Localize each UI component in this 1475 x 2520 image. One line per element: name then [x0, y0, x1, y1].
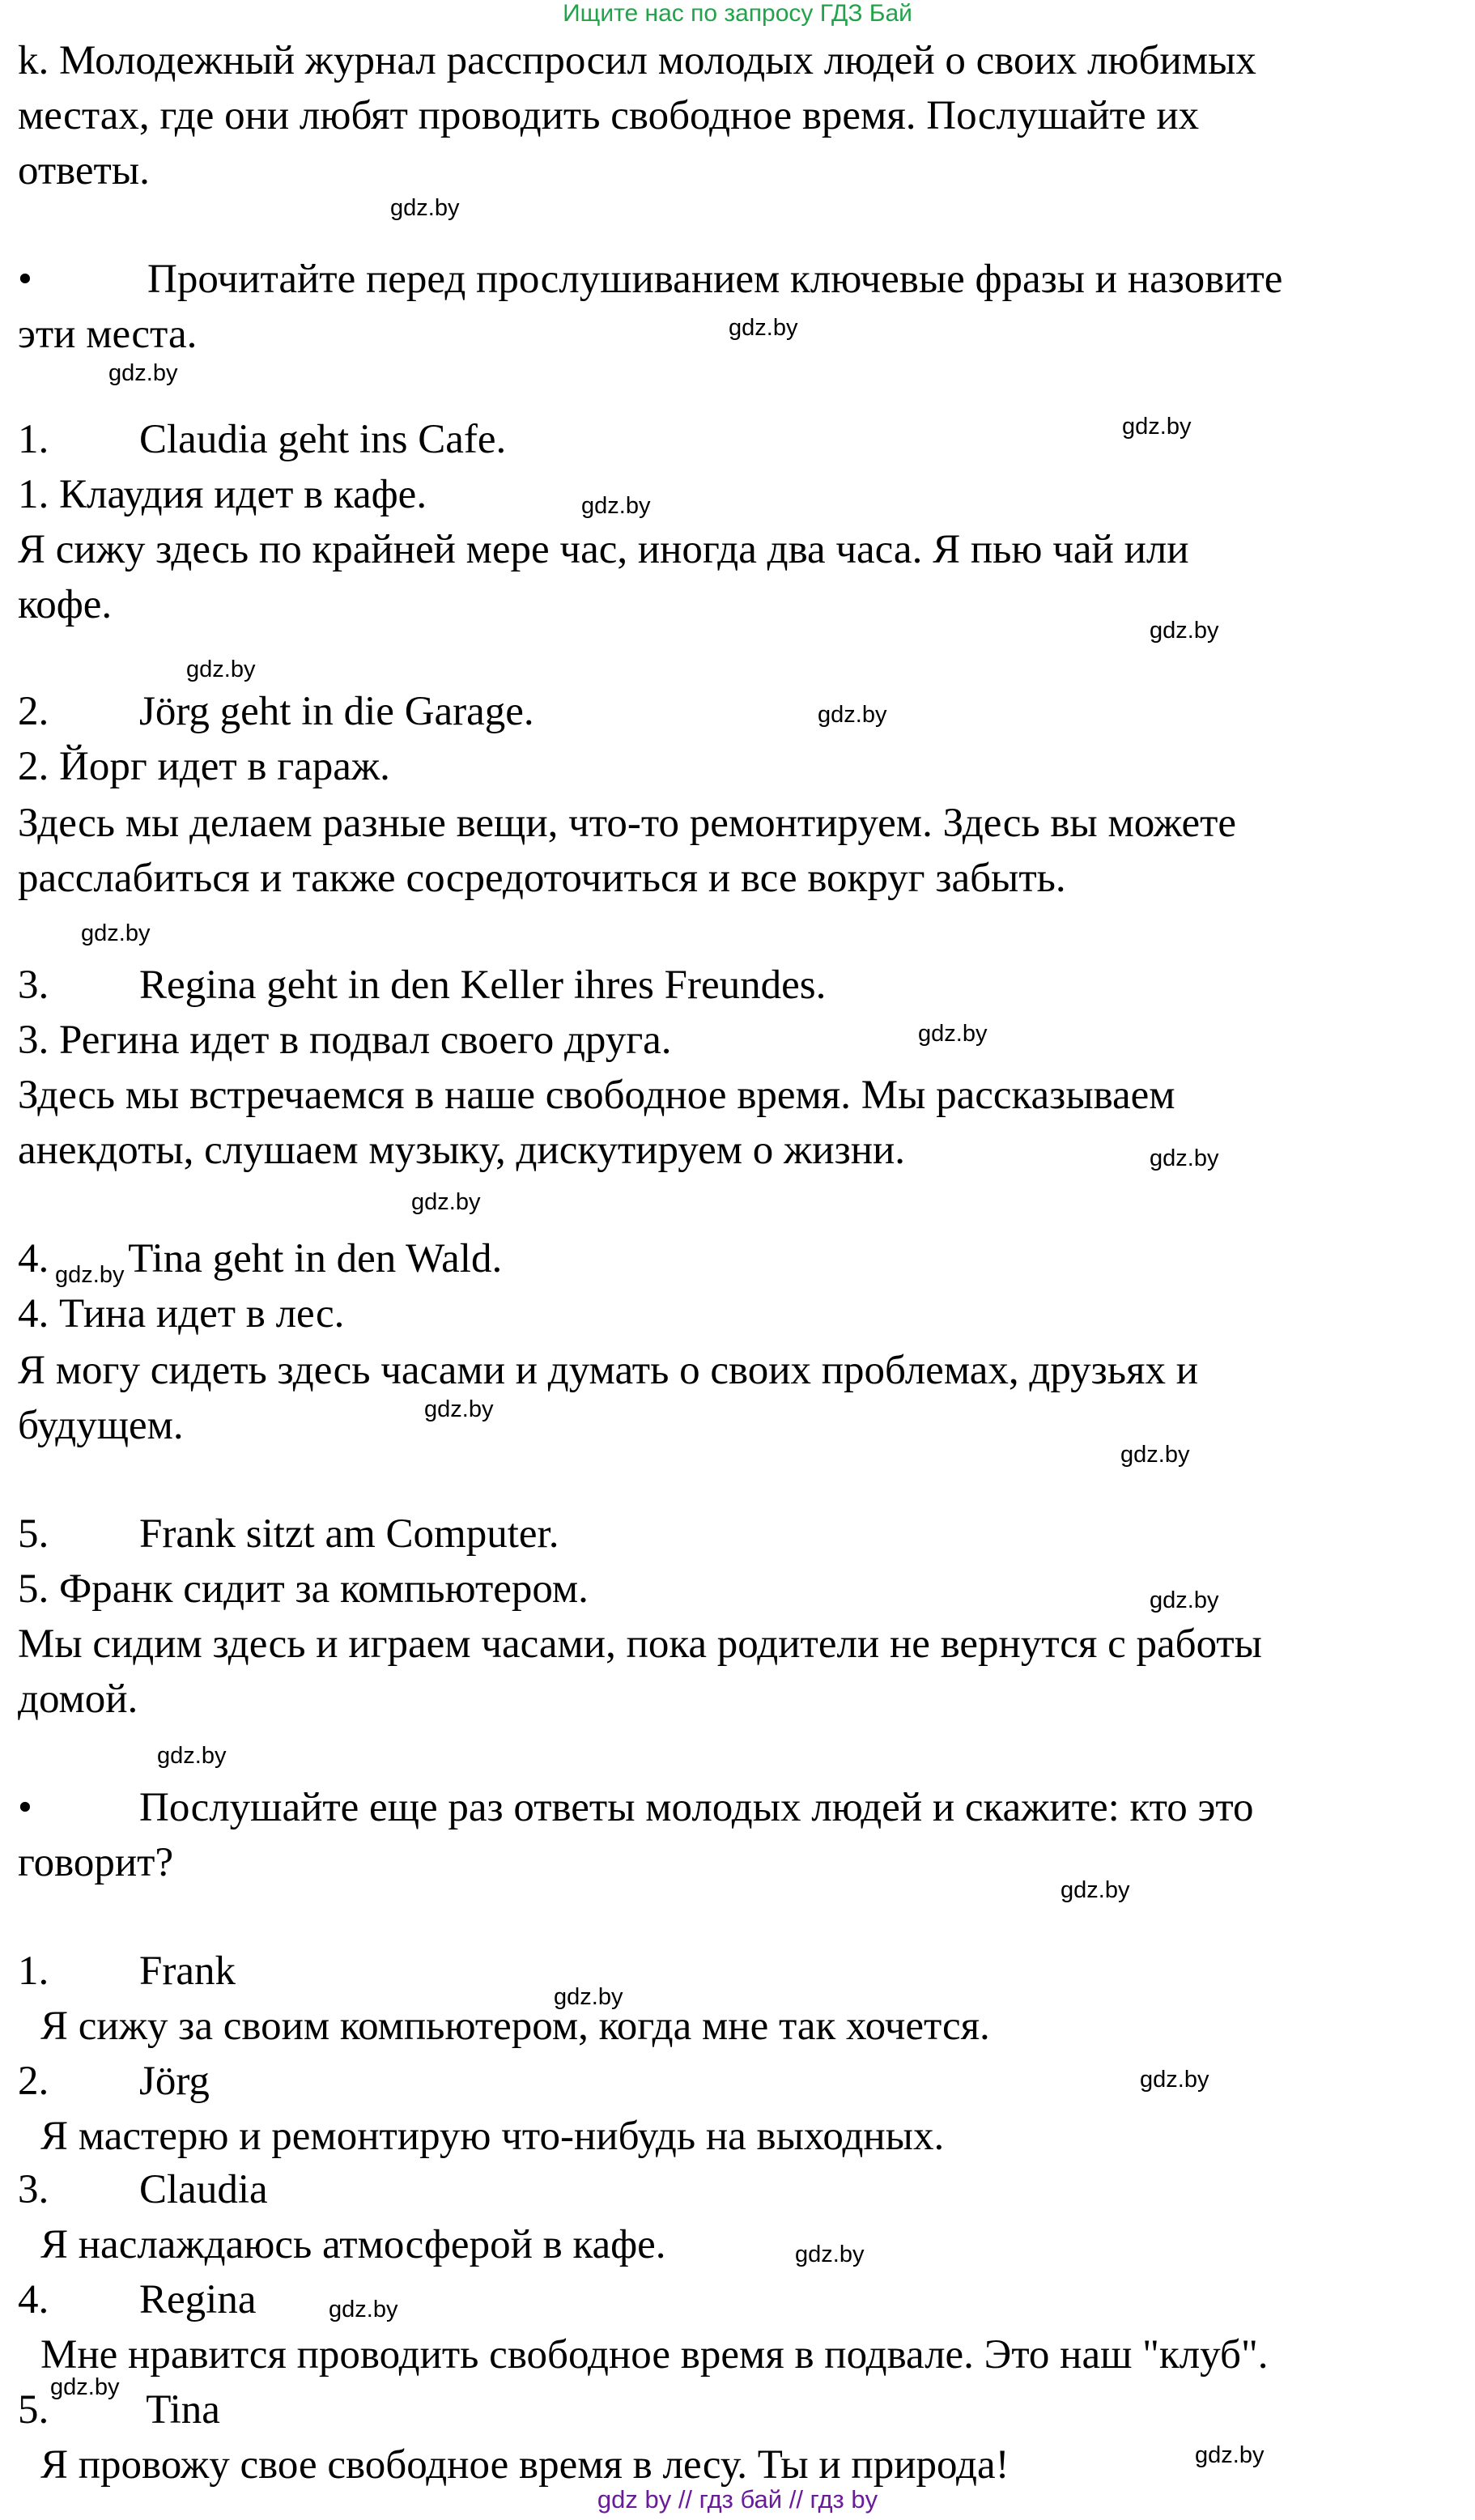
- task2-line-2: говорит?: [18, 1840, 174, 1885]
- answer-number: 5.: [18, 2387, 49, 2433]
- watermark: gdz.by: [411, 1189, 481, 1215]
- answer-number: 4.: [18, 2277, 49, 2322]
- item-jorg-translation: 2. Йорг идет в гараж.: [18, 744, 390, 789]
- answer-3-heading: [18, 2165, 268, 2215]
- item-german: Jörg geht in die Garage.: [139, 689, 534, 734]
- item-frank-text-1: Мы сидим здесь и играем часами, пока родители не вернутся с работы: [18, 1621, 1262, 1667]
- answer-4-heading: [18, 2275, 256, 2325]
- answer-2-text: Я мастерю и ремонтирую что-нибудь на выходных.: [40, 2114, 945, 2159]
- item-number: 3.: [18, 963, 49, 1008]
- watermark: gdz.by: [1150, 1587, 1219, 1613]
- watermark: gdz.by: [554, 1984, 623, 2010]
- answer-number: 2.: [18, 2059, 49, 2104]
- task1-text: Прочитайте перед прослушиванием ключевые фразы и назовите: [147, 257, 1283, 302]
- watermark: gdz.by: [1120, 1442, 1190, 1468]
- item-regina-text-1: Здесь мы встречаемся в наше свободное время. Мы рассказываем: [18, 1073, 1175, 1118]
- item-tina-translation: 4. Тина идет в лес.: [18, 1291, 345, 1336]
- item-number: 5.: [18, 1511, 49, 1557]
- item-number: 2.: [18, 689, 49, 734]
- watermark: gdz.by: [729, 315, 798, 341]
- watermark: gdz.by: [50, 2374, 120, 2400]
- watermark: gdz.by: [81, 920, 151, 946]
- item-german: Regina geht in den Keller ihres Freundes.: [139, 963, 827, 1008]
- item-jorg-text-2: расслабиться и также сосредоточиться и все вокруг забыть.: [18, 856, 1066, 901]
- intro-line-1: k. Молодежный журнал расспросил молодых людей о своих любимых: [18, 38, 1256, 83]
- watermark: gdz.by: [1150, 618, 1219, 644]
- answer-name: Claudia: [139, 2167, 268, 2212]
- watermark: gdz.by: [918, 1021, 988, 1047]
- item-tina-text-1: Я могу сидеть здесь часами и думать о своих проблемах, друзьях и: [18, 1348, 1199, 1393]
- watermark: gdz.by: [581, 493, 651, 519]
- item-frank-translation: 5. Франк сидит за компьютером.: [18, 1566, 589, 1612]
- answer-number: 3.: [18, 2167, 49, 2212]
- intro-line-3: ответы.: [18, 148, 150, 193]
- item-number: 4.: [18, 1236, 49, 1281]
- task2-text: Послушайте еще раз ответы молодых людей и скажите: кто это: [139, 1785, 1254, 1830]
- item-regina-translation: 3. Регина идет в подвал своего друга.: [18, 1018, 672, 1063]
- item-jorg-heading: [18, 686, 534, 737]
- item-claudia-translation: 1. Клаудия идет в кафе.: [18, 472, 427, 517]
- answer-name: Regina: [139, 2277, 257, 2322]
- watermark: gdz.by: [1140, 2067, 1209, 2093]
- item-regina-heading: [18, 960, 826, 1010]
- footer-banner: gdz by // гдз бай // гдз by: [597, 2485, 878, 2514]
- task2-bullet: •: [18, 1785, 32, 1830]
- answer-1-heading: [18, 1946, 236, 1996]
- item-tina-text-2: будущем.: [18, 1403, 184, 1448]
- item-claudia-text-1: Я сижу здесь по крайней мере час, иногда два часа. Я пью чай или: [18, 527, 1189, 572]
- item-number: 1.: [18, 417, 49, 462]
- answer-name: Frank: [139, 1948, 236, 1994]
- top-banner: Ищите нас по запросу ГДЗ Бай: [563, 0, 912, 27]
- watermark: gdz.by: [186, 657, 256, 682]
- watermark: gdz.by: [1122, 414, 1192, 440]
- watermark: gdz.by: [818, 702, 887, 728]
- watermark: gdz.by: [424, 1396, 494, 1422]
- answer-4-text: Мне нравится проводить свободное время в подвале. Это наш "клуб".: [40, 2332, 1269, 2378]
- task1-bullet: •: [18, 257, 32, 302]
- answer-2-heading: [18, 2056, 210, 2106]
- item-regina-text-2: анекдоты, слушаем музыку, дискутируем о жизни.: [18, 1128, 906, 1173]
- watermark: gdz.by: [55, 1262, 125, 1288]
- task1-line-1: [18, 254, 1282, 304]
- item-frank-text-2: домой.: [18, 1676, 138, 1722]
- watermark: gdz.by: [795, 2242, 865, 2267]
- watermark: gdz.by: [390, 195, 460, 221]
- task2-line-1: [18, 1783, 1254, 1833]
- item-german: Claudia geht ins Cafe.: [139, 417, 507, 462]
- answer-5-text: Я провожу свое свободное время в лесу. Ты и природа!: [40, 2442, 1010, 2488]
- item-claudia-text-2: кофе.: [18, 582, 113, 627]
- watermark: gdz.by: [1150, 1145, 1219, 1171]
- item-claudia-heading: [18, 414, 506, 465]
- item-german: Frank sitzt am Computer.: [139, 1511, 559, 1557]
- item-german: Tina geht in den Wald.: [128, 1236, 503, 1281]
- answer-3-text: Я наслаждаюсь атмосферой в кафе.: [40, 2222, 666, 2267]
- answer-name: Jörg: [139, 2059, 210, 2104]
- watermark: gdz.by: [1061, 1877, 1130, 1903]
- answer-1-text: Я сижу за своим компьютером, когда мне так хочется.: [40, 2004, 990, 2049]
- answer-number: 1.: [18, 1948, 49, 1994]
- watermark: gdz.by: [329, 2297, 398, 2322]
- answer-name: Tina: [146, 2387, 220, 2433]
- watermark: gdz.by: [157, 1743, 227, 1769]
- watermark: gdz.by: [108, 360, 178, 386]
- item-frank-heading: [18, 1509, 559, 1559]
- task1-line-2: эти места.: [18, 312, 198, 357]
- intro-line-2: местах, где они любят проводить свободное время. Послушайте их: [18, 93, 1200, 138]
- item-jorg-text-1: Здесь мы делаем разные вещи, что-то ремонтируем. Здесь вы можете: [18, 801, 1237, 846]
- watermark: gdz.by: [1195, 2442, 1265, 2468]
